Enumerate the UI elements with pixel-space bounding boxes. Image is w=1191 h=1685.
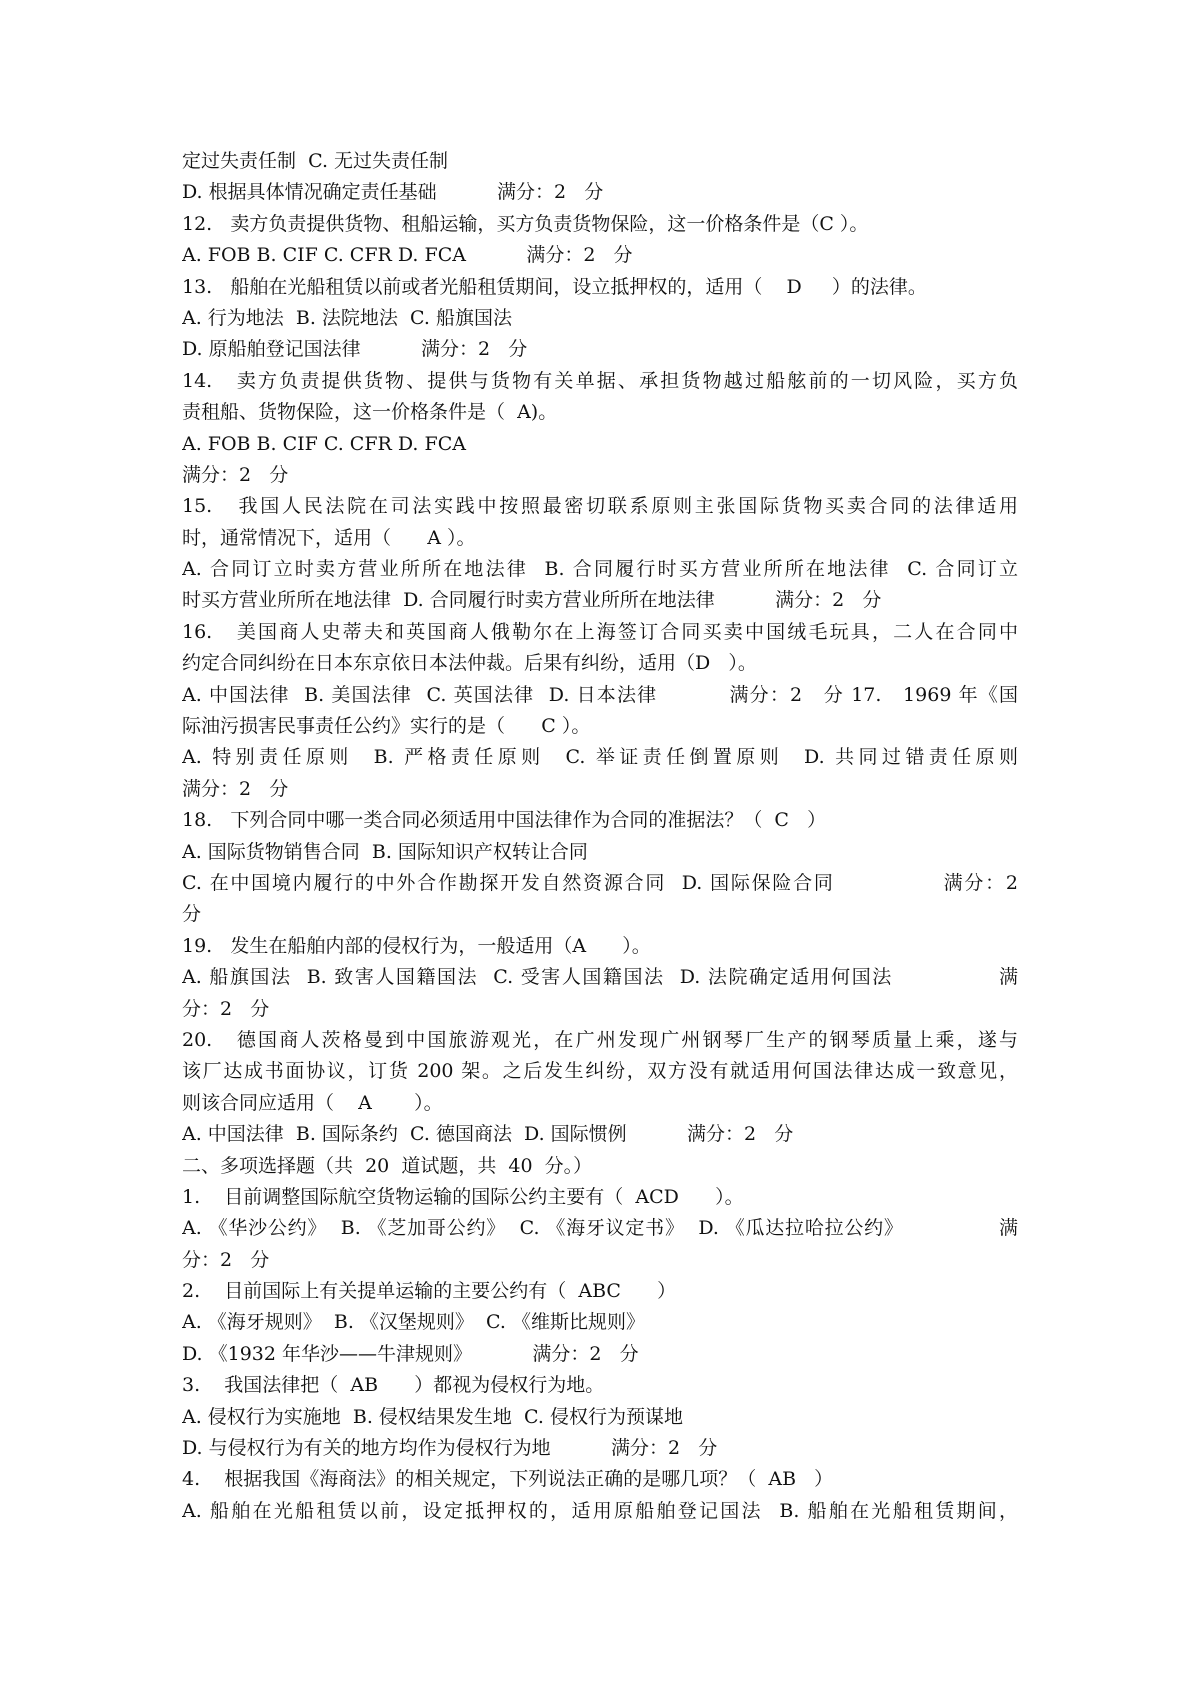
- text-line: A. 合同订立时卖方营业所所在地法律 B. 合同履行时买方营业所所在地法律 C. 合同订立: [182, 558, 1018, 581]
- text-line: 满分：2 分: [182, 777, 289, 800]
- text-line: 定过失责任制 C. 无过失责任制: [182, 150, 449, 172]
- text-line: D. 原船舶登记国法律 满分：2 分: [182, 338, 528, 361]
- text-line: 分: [182, 903, 202, 926]
- text-line: A. 《华沙公约》 B. 《芝加哥公约》 C. 《海牙议定书》 D. 《瓜达拉哈拉公约》 满: [182, 1217, 1018, 1240]
- text-line: 则该合同应适用（ A ）。: [182, 1091, 443, 1114]
- text-line: D. 《1932 年华沙——牛津规则》 满分：2 分: [182, 1342, 639, 1365]
- text-line: 分：2 分: [182, 997, 270, 1020]
- section-heading: 二、多项选择题（共 20 道试题，共 40 分。）: [182, 1154, 593, 1177]
- text-line: 16. 美国商人史蒂夫和英国商人俄勒尔在上海签订合同买卖中国绒毛玩具，二人在合同中: [182, 620, 1018, 643]
- document-body: [182, 146, 1018, 1527]
- text-line: 15. 我国人民法院在司法实践中按照最密切联系原则主张国际货物买卖合同的法律适用: [182, 495, 1018, 518]
- text-line: 14. 卖方负责提供货物、提供与货物有关单据、承担货物越过船舷前的一切风险，买方负: [182, 369, 1018, 392]
- text-line: A. FOB B. CIF C. CFR D. FCA 满分：2 分: [182, 244, 633, 267]
- text-line: A. 行为地法 B. 法院地法 C. 船旗国法: [182, 306, 512, 329]
- text-line: 19. 发生在船舶内部的侵权行为，一般适用（A ）。: [182, 934, 651, 957]
- text-line: 13. 船舶在光船租赁以前或者光船租赁期间，设立抵押权的，适用（ D ）的法律。: [182, 275, 927, 298]
- text-line: 该厂达成书面协议，订货 200 架。之后发生纠纷，双方没有就适用何国法律达成一致意见，: [182, 1060, 1018, 1083]
- text-line: 12. 卖方负责提供货物、租船运输，买方负责货物保险，这一价格条件是（C ）。: [182, 212, 869, 235]
- text-line: 2. 目前国际上有关提单运输的主要公约有（ ABC ）: [182, 1280, 677, 1303]
- text-line: 时，通常情况下，适用（ A ）。: [182, 526, 476, 549]
- text-line: 约定合同纠纷在日本东京依日本法仲裁。后果有纠纷，适用（D ）。: [182, 652, 757, 675]
- text-line: D. 根据具体情况确定责任基础 满分：2 分: [182, 181, 604, 204]
- text-line: A. 侵权行为实施地 B. 侵权结果发生地 C. 侵权行为预谋地: [182, 1405, 683, 1428]
- text-line: 际油污损害民事责任公约》实行的是（ C ）。: [182, 715, 591, 738]
- text-line: A. 中国法律 B. 美国法律 C. 英国法律 D. 日本法律 满分：2 分 17. 1969 年《国: [182, 683, 1018, 706]
- text-line: C. 在中国境内履行的中外合作勘探开发自然资源合同 D. 国际保险合同 满分：2: [182, 871, 1018, 894]
- text-line: 时买方营业所所在地法律 D. 合同履行时卖方营业所所在地法律 满分：2 分: [182, 589, 882, 612]
- text-line: A. 中国法律 B. 国际条约 C. 德国商法 D. 国际惯例 满分：2 分: [182, 1123, 794, 1146]
- text-line: 满分：2 分: [182, 463, 289, 486]
- text-line: A. 特别责任原则 B. 严格责任原则 C. 举证责任倒置原则 D. 共同过错责任原则: [182, 746, 1018, 769]
- text-line: 20. 德国商人茨格曼到中国旅游观光，在广州发现广州钢琴厂生产的钢琴质量上乘，遂与: [182, 1028, 1018, 1051]
- text-line: 3. 我国法律把（ AB ）都视为侵权行为地。: [182, 1374, 605, 1397]
- text-line: 18. 下列合同中哪一类合同必须适用中国法律作为合同的准据法？（ C ）: [182, 809, 827, 832]
- text-line: 4. 根据我国《海商法》的相关规定，下列说法正确的是哪几项？（ AB ）: [182, 1468, 834, 1491]
- text-line: A. 船舶在光船租赁以前，设定抵押权的，适用原船舶登记国法 B. 船舶在光船租赁期间，: [182, 1499, 1018, 1522]
- text-line: 1. 目前调整国际航空货物运输的国际公约主要有（ ACD ）。: [182, 1185, 744, 1208]
- text-line: 责租船、货物保险，这一价格条件是（ A)。: [182, 401, 558, 424]
- text-line: A. 《海牙规则》 B. 《汉堡规则》 C. 《维斯比规则》: [182, 1311, 645, 1334]
- text-line: A. FOB B. CIF C. CFR D. FCA: [182, 432, 466, 455]
- text-line: 分：2 分: [182, 1248, 270, 1271]
- text-line: A. 船旗国法 B. 致害人国籍国法 C. 受害人国籍国法 D. 法院确定适用何国法 满: [182, 966, 1018, 989]
- text-line: D. 与侵权行为有关的地方均作为侵权行为地 满分：2 分: [182, 1437, 718, 1460]
- text-line: A. 国际货物销售合同 B. 国际知识产权转让合同: [182, 840, 588, 863]
